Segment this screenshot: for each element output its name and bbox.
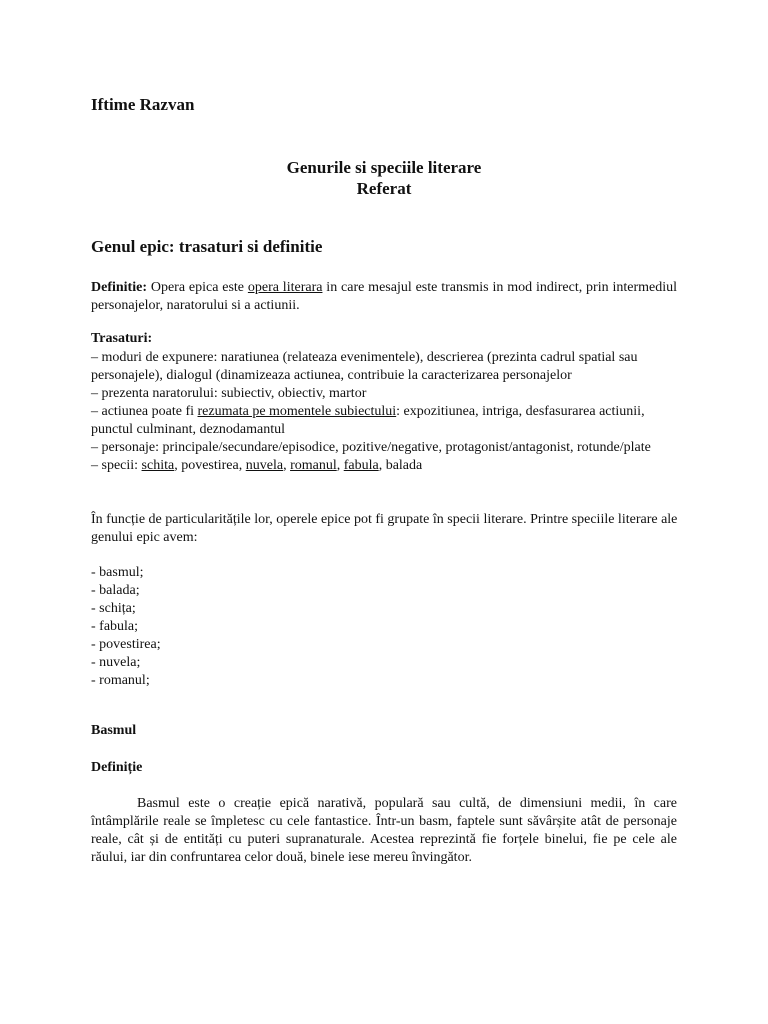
list-item: - povestirea; [91,637,161,652]
list-item: - balada; [91,583,140,598]
section-heading: Genul epic: trasaturi si definitie [91,237,323,256]
specii-prefix: – specii: [91,458,142,473]
trait-actiune-prefix: – actiunea poate fi [91,404,198,419]
trait-item-narator: – prezenta naratorului: subiectiv, obiectiv, martor [91,386,367,401]
traits-heading: Trasaturi: [91,331,153,346]
traits-list [91,349,681,475]
title-block [0,157,768,199]
specii-sep-1: , povestirea, [174,458,246,473]
basm-definition-heading: Definiție [91,760,143,775]
rezumata-link[interactable]: rezumata pe momentele subiectului [197,404,397,419]
definition-text-2: in care mesajul este transmis in mod indirect, prin intermediul personajelor, naratorului si a actiunii. [91,280,677,313]
fabula-link[interactable]: fabula [343,458,379,473]
basm-heading: Basmul [91,723,137,738]
basm-paragraph: Basmul este o creație epică narativă, populară sau cultă, de dimensiuni medii, în care întâmplările reale se împletesc cu cele fantastice. Într-un basm, faptele sunt săvârșite atât de personaje reale, cât și de entități cu puteri supranaturale. Acestea reprezintă fie forțele binelui, fie pe cele ale răului, iar din confruntarea celor două, binele iese mereu învingător. [91,796,677,865]
trait-item-personaje: – personaje: principale/secundare/episodice, pozitive/negative, protagonist/antagonist, rotunde/plate [91,440,651,455]
document-subtitle: Referat [356,179,412,198]
list-item: - nuvela; [91,655,141,670]
nuvela-link[interactable]: nuvela [245,458,284,473]
trait-item-specii [91,457,681,475]
list-item: - schița; [91,601,136,616]
trait-item-expunere: – moduri de expunere: naratiunea (relateaza evenimentele), descrierea (prezinta cadrul spatial sau personajele), dialogul (dinamizeaza actiunea, contribuie la caracterizarea personajelor [91,350,638,383]
specii-sep-2: , [283,458,291,473]
trait-actiune-suffix: : expozitiunea, intriga, desfasurarea actiunii, punctul culminant, deznodamantul [91,404,645,437]
opera-literara-link[interactable]: opera literara [247,280,323,295]
list-item: - fabula; [91,619,139,634]
list-item: - basmul; [91,565,144,580]
definition-label: Definitie: [91,280,147,295]
author-name: Iftime Razvan [91,95,195,114]
specii-suffix: , balada [378,458,423,473]
schita-link[interactable]: schita [141,458,175,473]
trait-item-actiune [91,403,681,439]
intro-paragraph: În funcție de particularitățile lor, operele epice pot fi grupate în specii literare. Printre speciile literare ale genului epic avem: [91,512,678,545]
romanul-link[interactable]: romanul [290,458,337,473]
species-list [91,564,161,690]
list-item: - romanul; [91,673,150,688]
definition-text-1: Opera epica este [146,280,248,295]
definition-paragraph [91,279,677,315]
specii-sep-3: , [336,458,344,473]
document-title: Genurile si speciile literare [286,158,482,177]
